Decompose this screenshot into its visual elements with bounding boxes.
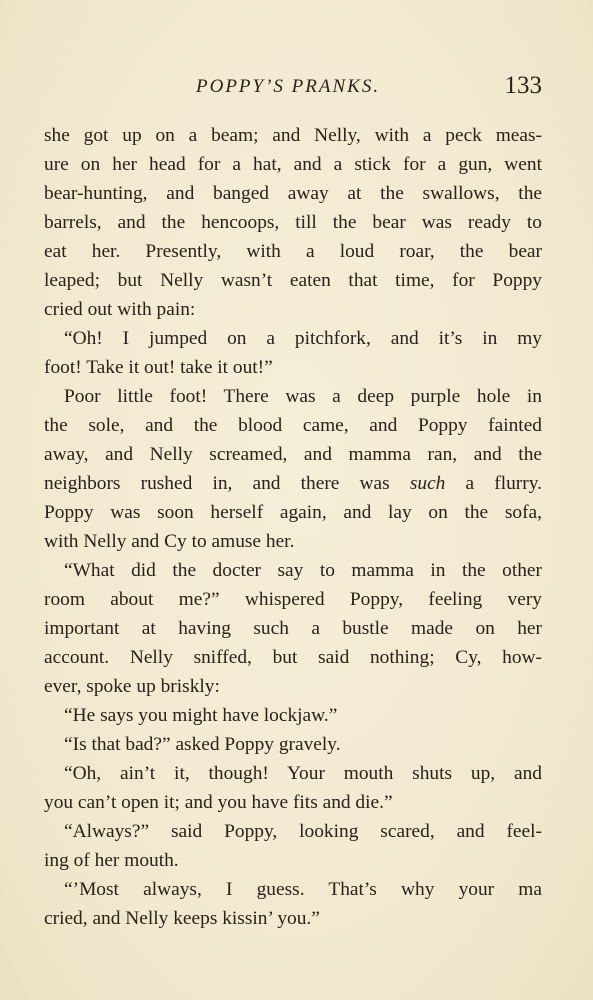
italic-emphasis: such bbox=[409, 473, 446, 494]
text-line: leaped; but Nelly wasn’t eaten that time, for Poppy bbox=[44, 270, 542, 291]
text-line: away, and Nelly screamed, and mamma ran, and the bbox=[44, 444, 542, 465]
text-line: ure on her head for a hat, and a stick for a gun, went bbox=[44, 154, 542, 175]
text-line: bear-hunting, and banged away at the swallows, the bbox=[44, 183, 542, 204]
text-line: foot! Take it out! take it out!” bbox=[44, 357, 273, 378]
text-line: “Oh, ain’t it, though! Your mouth shuts up, and bbox=[64, 763, 542, 784]
text-segment: a flurry. bbox=[445, 473, 542, 494]
text-line bbox=[44, 469, 542, 498]
text-line: ing of her mouth. bbox=[44, 850, 179, 871]
text-line: you can’t open it; and you have fits and die.” bbox=[44, 792, 393, 813]
text-line: “Oh! I jumped on a pitchfork, and it’s in my bbox=[64, 328, 542, 349]
text-line: Poppy was soon herself again, and lay on the sofa, bbox=[44, 502, 542, 523]
text-line: “Always?” said Poppy, looking scared, and feel- bbox=[64, 821, 542, 842]
text-line: ever, spoke up briskly: bbox=[44, 676, 220, 697]
text-segment: neighbors rushed in, and there was bbox=[44, 473, 410, 494]
running-head bbox=[44, 70, 542, 104]
text-line: room about me?” whispered Poppy, feeling very bbox=[44, 589, 542, 610]
text-line: she got up on a beam; and Nelly, with a peck meas- bbox=[44, 125, 542, 146]
text-line: Poor little foot! There was a deep purple hole in bbox=[64, 386, 542, 407]
text-line: “Is that bad?” asked Poppy gravely. bbox=[64, 734, 341, 755]
text-line: eat her. Presently, with a loud roar, the bear bbox=[44, 241, 542, 262]
text-line: “What did the docter say to mamma in the other bbox=[64, 560, 542, 581]
page-number: 133 bbox=[504, 72, 542, 99]
text-line: cried, and Nelly keeps kissin’ you.” bbox=[44, 908, 320, 929]
text-line: with Nelly and Cy to amuse her. bbox=[44, 531, 295, 552]
text-line: the sole, and the blood came, and Poppy fainted bbox=[44, 415, 542, 436]
body-text bbox=[44, 121, 542, 933]
running-title: POPPY’S PRANKS. bbox=[196, 76, 381, 97]
text-line: “’Most always, I guess. That’s why your ma bbox=[64, 879, 542, 900]
text-line: barrels, and the hencoops, till the bear was ready to bbox=[44, 212, 542, 233]
text-line: important at having such a bustle made on her bbox=[44, 618, 542, 639]
text-line: account. Nelly sniffed, but said nothing; Cy, how- bbox=[44, 647, 542, 668]
text-line: “He says you might have lockjaw.” bbox=[64, 705, 338, 726]
text-line: cried out with pain: bbox=[44, 299, 196, 320]
